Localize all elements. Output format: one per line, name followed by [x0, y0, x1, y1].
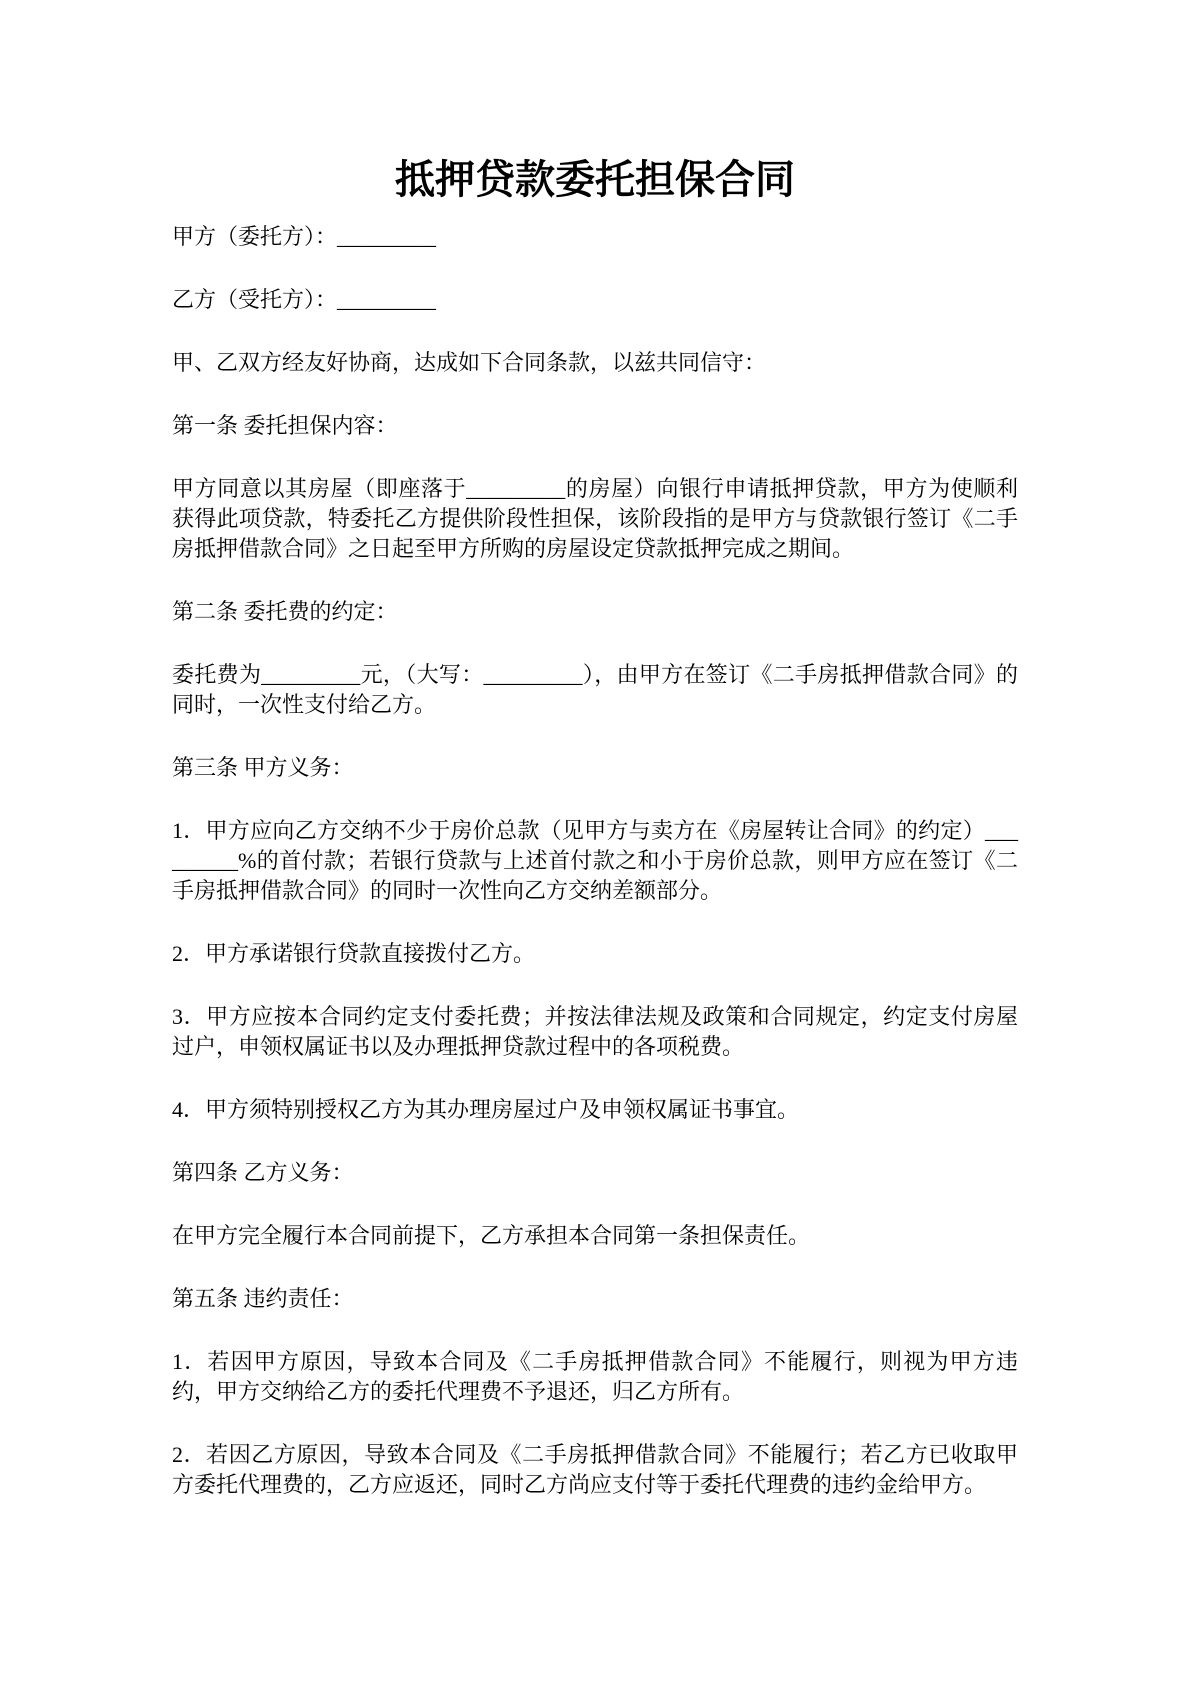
preamble: 甲、乙双方经友好协商，达成如下合同条款，以兹共同信守： — [172, 350, 767, 375]
clause-5-heading: 第五条 违约责任： — [172, 1286, 354, 1311]
party-b-line: 乙方（受托方）：_________ — [172, 287, 437, 312]
clause-4-heading: 第四条 乙方义务： — [172, 1160, 354, 1185]
clause-2-heading: 第二条 委托费的约定： — [172, 599, 398, 624]
clause-3-item-2: 2．甲方承诺银行贷款直接拨付乙方。 — [172, 941, 536, 966]
clause-5-item-1: 1．若因甲方原因，导致本合同及《二手房抵押借款合同》不能履行，则视为甲方违约，甲方交纳给乙方的委托代理费不予退还，归乙方所有。 — [172, 1349, 1018, 1404]
clause-1-body: 甲方同意以其房屋（即座落于_________的房屋）向银行申请抵押贷款，甲方为使顺利获得此项贷款，特委托乙方提供阶段性担保，该阶段指的是甲方与贷款银行签订《二手房抵押借款合同》之日起至甲方所购的房屋设定贷款抵押完成之期间。 — [172, 476, 1018, 561]
document-title: 抵押贷款委托担保合同 — [395, 157, 795, 202]
clause-4-body: 在甲方完全履行本合同前提下，乙方承担本合同第一条担保责任。 — [172, 1223, 811, 1248]
clause-3-item-1: 1．甲方应向乙方交纳不少于房价总款（见甲方与卖方在《房屋转让合同》的约定）_________%的首付款；若银行贷款与上述首付款之和小于房价总款，则甲方应在签订《二手房抵押借款合同》的同时一次性向乙方交纳差额部分。 — [172, 818, 1018, 903]
clause-5-item-2: 2．若因乙方原因，导致本合同及《二手房抵押借款合同》不能履行；若乙方已收取甲方委托代理费的，乙方应返还，同时乙方尚应支付等于委托代理费的违约金给甲方。 — [172, 1442, 1018, 1497]
clause-1-heading: 第一条 委托担保内容： — [172, 413, 398, 438]
clause-3-item-3: 3．甲方应按本合同约定支付委托费；并按法律法规及政策和合同规定，约定支付房屋过户，申领权属证书以及办理抵押贷款过程中的各项税费。 — [172, 1004, 1018, 1059]
clause-3-item-4: 4．甲方须特别授权乙方为其办理房屋过户及申领权属证书事宜。 — [172, 1097, 800, 1122]
clause-3-heading: 第三条 甲方义务： — [172, 755, 354, 780]
party-a-line: 甲方（委托方）：_________ — [172, 224, 437, 249]
clause-2-body: 委托费为_________元，（大写：_________），由甲方在签订《二手房抵押借款合同》的同时，一次性支付给乙方。 — [172, 662, 1018, 717]
